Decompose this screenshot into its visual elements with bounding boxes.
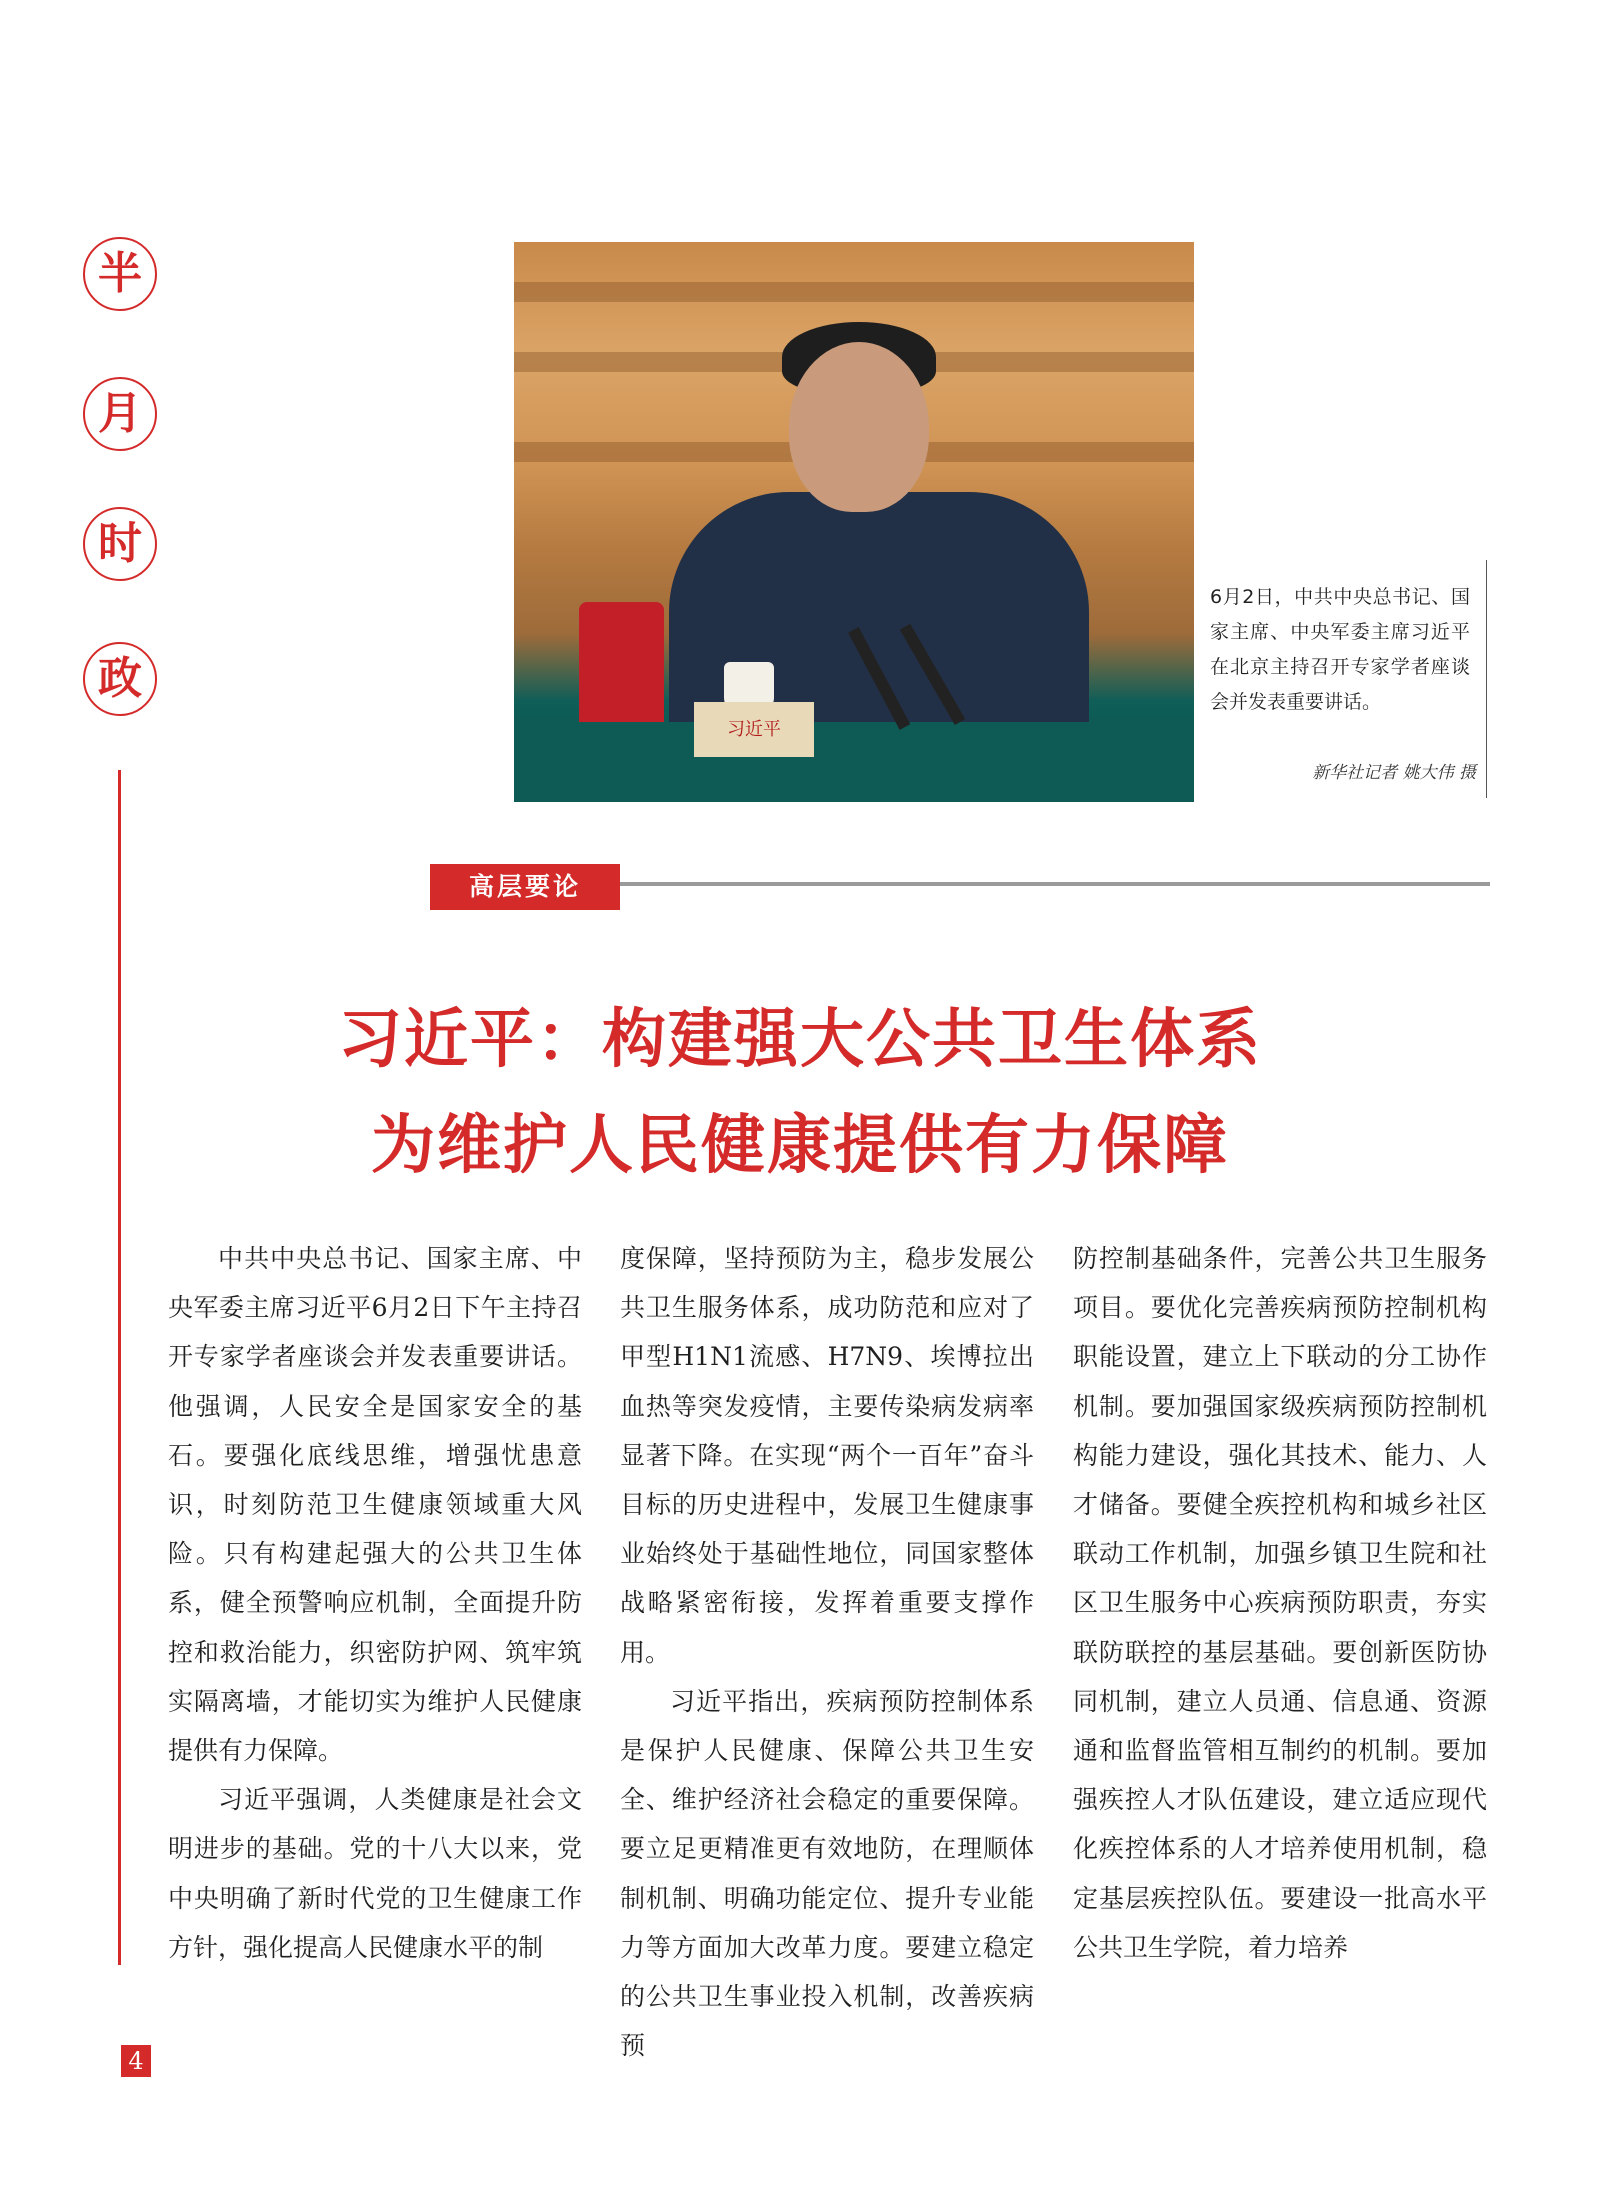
conference-table bbox=[514, 722, 1194, 802]
paragraph: 中共中央总书记、国家主席、中央军委主席习近平6月2日下午主持召开专家学者座谈会并发表重要讲话。他强调，人民安全是国家安全的基石。要强化底线思维，增强忧患意识，时刻防范卫生健康领域重大风险。只有构建起强大的公共卫生体系，健全预警响应机制，全面提升防控和救治能力，织密防护网、筑牢筑实隔离墙，才能切实为维护人民健康提供有力保障。 bbox=[168, 1244, 582, 1766]
news-photo bbox=[514, 242, 1194, 802]
column-title-char-4: 政 bbox=[83, 642, 157, 716]
column-title-char-3: 时 bbox=[83, 507, 157, 581]
paragraph: 防控制基础条件，完善公共卫生服务项目。要优化完善疾病预防控制机构职能设置，建立上下联动的分工协作机制。要加强国家级疾病预防控制机构能力建设，强化其技术、能力、人才储备。要健全疾控机构和城乡社区联动工作机制，加强乡镇卫生院和社区卫生服务中心疾病预防职责，夯实联防联控的基层基础。要创新医防协同机制，建立人员通、信息通、资源通和监督监管相互制约的机制。要加强疾控人才队伍建设，建立适应现代化疾控体系的人才培养使用机制，稳定基层疾控队伍。要建设一批高水平公共卫生学院，着力培养 bbox=[1073, 1244, 1487, 1962]
nameplate-text: 习近平 bbox=[727, 719, 781, 740]
body-column-2 bbox=[620, 1234, 1034, 2070]
caption-rule bbox=[1486, 560, 1487, 798]
column-title-char-2: 月 bbox=[83, 377, 157, 451]
margin-rule bbox=[118, 770, 121, 1965]
column-title-char-1: 半 bbox=[83, 237, 157, 311]
nameplate bbox=[694, 702, 814, 757]
body-column-1 bbox=[168, 1234, 582, 1972]
red-chair bbox=[579, 602, 664, 742]
paragraph: 习近平指出，疾病预防控制体系是保护人民健康、保障公共卫生安全、维护经济社会稳定的重要保障。要立足更精准更有效地防，在理顺体制机制、明确功能定位、提升专业能力等方面加大改革力度。要建立稳定的公共卫生事业投入机制，改善疾病预 bbox=[620, 1686, 1034, 2061]
paragraph: 习近平强调，人类健康是社会文明进步的基础。党的十八大以来，党中央明确了新时代党的卫生健康工作方针，强化提高人民健康水平的制 bbox=[168, 1785, 582, 1962]
headline-line-1: 习近平：构建强大公共卫生体系 bbox=[338, 1003, 1262, 1077]
section-divider bbox=[620, 882, 1490, 886]
headline-line-2: 为维护人民健康提供有力保障 bbox=[371, 1109, 1229, 1183]
photo-credit: 新华社记者 姚大伟 摄 bbox=[1312, 763, 1476, 783]
body-column-3 bbox=[1073, 1234, 1487, 1972]
photo-caption: 6月2日，中共中央总书记、国家主席、中央军委主席习近平在北京主持召开专家学者座谈会并发表重要讲话。 bbox=[1210, 586, 1470, 713]
paragraph: 度保障，坚持预防为主，稳步发展公共卫生服务体系，成功防范和应对了甲型H1N1流感、H7N9、埃博拉出血热等突发疫情，主要传染病发病率显著下降。在实现“两个一百年”奋斗目标的历史进程中，发展卫生健康事业始终处于基础性地位，同国家整体战略紧密衔接，发挥着重要支撑作用。 bbox=[620, 1244, 1034, 1667]
page-number: 4 bbox=[121, 2045, 151, 2077]
section-tag: 高层要论 bbox=[430, 864, 620, 910]
speaker-head bbox=[789, 342, 929, 512]
